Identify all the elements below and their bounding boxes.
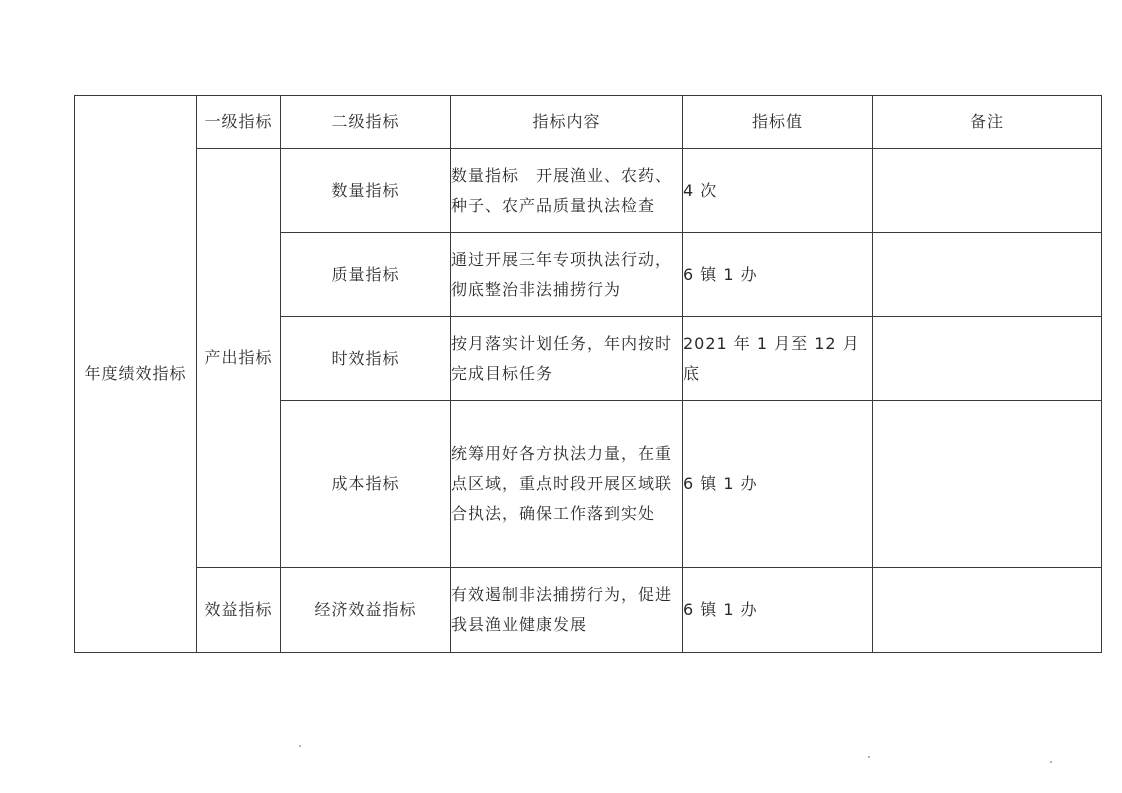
content-cell: 统筹用好各方执法力量，在重点区域，重点时段开展区域联合执法，确保工作落到实处 xyxy=(451,401,683,568)
level2-cell: 数量指标 xyxy=(281,149,451,233)
value-cell: 6 镇 1 办 xyxy=(683,568,873,653)
level2-cell: 成本指标 xyxy=(281,401,451,568)
content-cell: 数量指标 开展渔业、农药、种子、农产品质量执法检查 xyxy=(451,149,683,233)
content-cell: 有效遏制非法捕捞行为，促进我县渔业健康发展 xyxy=(451,568,683,653)
level2-cell: 质量指标 xyxy=(281,233,451,317)
header-remark: 备注 xyxy=(873,96,1102,149)
performance-indicator-table xyxy=(74,95,1102,653)
remark-cell xyxy=(873,149,1102,233)
value-cell: 6 镇 1 办 xyxy=(683,233,873,317)
remark-cell xyxy=(873,233,1102,317)
scan-speck xyxy=(299,745,301,747)
value-cell: 6 镇 1 办 xyxy=(683,401,873,568)
scan-speck xyxy=(868,756,870,758)
content-cell: 按月落实计划任务，年内按时完成目标任务 xyxy=(451,317,683,401)
outer-label-cell: 年度绩效指标 xyxy=(75,96,197,653)
remark-cell xyxy=(873,568,1102,653)
header-value: 指标值 xyxy=(683,96,873,149)
content-cell: 通过开展三年专项执法行动，彻底整治非法捕捞行为 xyxy=(451,233,683,317)
remark-cell xyxy=(873,401,1102,568)
level1-benefit-cell: 效益指标 xyxy=(197,568,281,653)
level2-cell: 经济效益指标 xyxy=(281,568,451,653)
value-cell: 2021 年 1 月至 12 月底 xyxy=(683,317,873,401)
level2-cell: 时效指标 xyxy=(281,317,451,401)
remark-cell xyxy=(873,317,1102,401)
header-level2: 二级指标 xyxy=(281,96,451,149)
value-cell: 4 次 xyxy=(683,149,873,233)
table-row xyxy=(75,149,1102,233)
header-row xyxy=(75,96,1102,149)
scan-speck xyxy=(1050,761,1052,763)
header-level1: 一级指标 xyxy=(197,96,281,149)
table-row xyxy=(75,568,1102,653)
performance-table-container xyxy=(74,95,1102,653)
header-content: 指标内容 xyxy=(451,96,683,149)
level1-output-cell: 产出指标 xyxy=(197,149,281,568)
